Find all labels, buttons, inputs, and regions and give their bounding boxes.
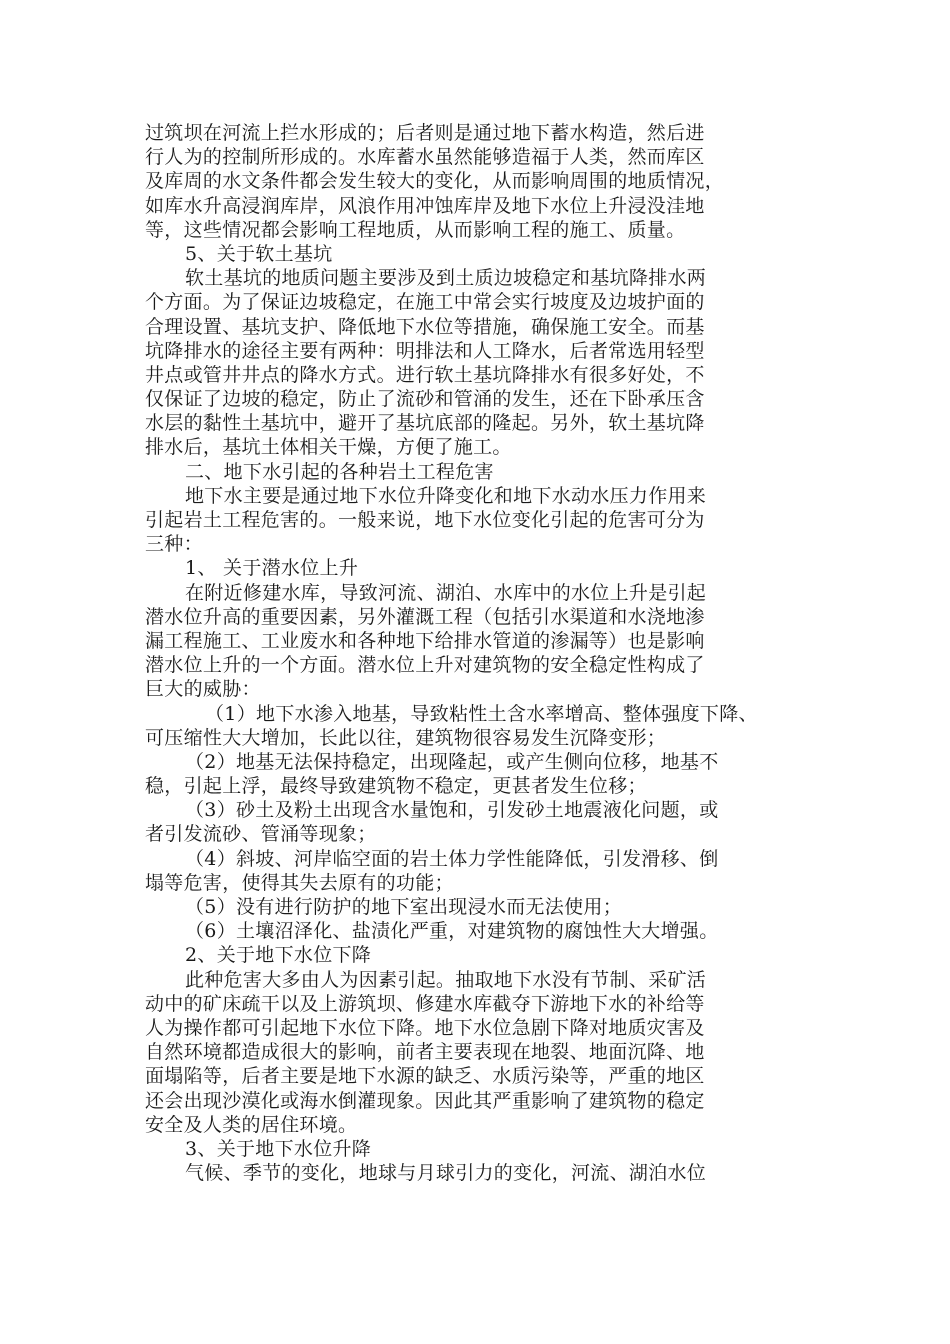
text-line: 者引发流砂、管涌等现象； xyxy=(145,823,377,846)
text-line: 巨大的威胁： xyxy=(145,678,261,701)
text-line: 此种危害大多由人为因素引起。抽取地下水没有节制、采矿活 xyxy=(185,968,707,991)
text-line: 3、关于地下水位升降 xyxy=(185,1137,372,1160)
text-line: （4）斜坡、河岸临空面的岩土体力学性能降低，引发滑移、倒 xyxy=(185,847,719,870)
text-line: 三种： xyxy=(145,533,203,556)
text-line: 人为操作都可引起地下水位下降。地下水位急剧下降对地质灾害及 xyxy=(145,1016,705,1039)
text-line: 合理设置、基坑支护、降低地下水位等措施，确保施工安全。而基 xyxy=(145,315,705,338)
document-body xyxy=(145,121,805,1185)
text-line: 地下水主要是通过地下水位升降变化和地下水动水压力作用来 xyxy=(185,484,707,507)
text-line: 在附近修建水库，导致河流、湖泊、水库中的水位上升是引起 xyxy=(185,581,707,604)
text-line: 塌等危害，使得其失去原有的功能； xyxy=(145,871,454,894)
text-line: （3）砂土及粉土出现含水量饱和，引发砂土地震液化问题，或 xyxy=(185,799,719,822)
text-line: 二、地下水引起的各种岩土工程危害 xyxy=(185,460,494,483)
text-line: 水层的黏性土基坑中，避开了基坑底部的隆起。另外，软土基坑降 xyxy=(145,412,705,435)
text-line: 可压缩性大大增加，长此以往，建筑物很容易发生沉降变形； xyxy=(145,726,667,749)
text-line: 等，这些情况都会影响工程地质，从而影响工程的施工、质量。 xyxy=(145,218,686,241)
text-line: 行人为的控制所形成的。水库蓄水虽然能够造福于人类，然而库区 xyxy=(145,146,705,169)
text-line: 如库水升高浸润库岸，风浪作用冲蚀库岸及地下水位上升浸没洼地 xyxy=(145,194,705,217)
text-line: 动中的矿床疏干以及上游筑坝、修建水库截夺下游地下水的补给等 xyxy=(145,992,705,1015)
text-line: 面塌陷等，后者主要是地下水源的缺乏、水质污染等，严重的地区 xyxy=(145,1065,705,1088)
text-line: 个方面。为了保证边坡稳定，在施工中常会实行坡度及边坡护面的 xyxy=(145,291,705,314)
text-line: 气候、季节的变化，地球与月球引力的变化，河流、湖泊水位 xyxy=(185,1162,707,1185)
text-line: （1）地下水渗入地基，导致粘性土含水率增高、整体强度下降、 xyxy=(205,702,758,725)
text-line: 引起岩土工程危害的。一般来说，地下水位变化引起的危害可分为 xyxy=(145,509,705,531)
text-line: 稳，引起上浮，最终导致建筑物不稳定，更甚者发生位移； xyxy=(145,775,647,798)
text-line: 排水后，基坑土体相关干燥，方便了施工。 xyxy=(145,436,512,459)
text-line: （2）地基无法保持稳定，出现隆起，或产生侧向位移，地基不 xyxy=(185,750,719,773)
text-line: 井点或管井井点的降水方式。进行软土基坑降排水有很多好处，不 xyxy=(145,363,705,386)
text-line: 还会出现沙漠化或海水倒灌现象。因此其严重影响了建筑物的稳定 xyxy=(145,1089,705,1112)
text-line: 5、关于软土基坑 xyxy=(185,242,333,265)
text-line: 及库周的水文条件都会发生较大的变化，从而影响周围的地质情况， xyxy=(145,170,725,193)
text-line: （6）土壤沼泽化、盐渍化严重，对建筑物的腐蚀性大大增强。 xyxy=(185,920,719,943)
text-line: 潜水位上升的一个方面。潜水位上升对建筑物的安全稳定性构成了 xyxy=(145,654,705,677)
text-line: 2、关于地下水位下降 xyxy=(185,944,372,967)
text-line: 漏工程施工、工业废水和各种地下给排水管道的渗漏等）也是影响 xyxy=(145,629,705,652)
text-line: 自然环境都造成很大的影响，前者主要表现在地裂、地面沉降、地 xyxy=(145,1041,705,1064)
text-line: 潜水位升高的重要因素，另外灌溉工程（包括引水渠道和水浇地渗 xyxy=(145,605,705,628)
text-line: 坑降排水的途径主要有两种：明排法和人工降水，后者常选用轻型 xyxy=(145,339,705,362)
text-line: 过筑坝在河流上拦水形成的；后者则是通过地下蓄水构造，然后进 xyxy=(145,122,705,144)
text-line: （5）没有进行防护的地下室出现浸水而无法使用； xyxy=(185,896,622,918)
text-line: 软土基坑的地质问题主要涉及到土质边坡稳定和基坑降排水两 xyxy=(185,267,707,290)
text-line: 仅保证了边坡的稳定，防止了流砂和管涌的发生，还在下卧承压含 xyxy=(145,388,705,411)
text-line: 安全及人类的居住环境。 xyxy=(145,1113,358,1136)
text-line: 1、 关于潜水位上升 xyxy=(185,557,359,580)
